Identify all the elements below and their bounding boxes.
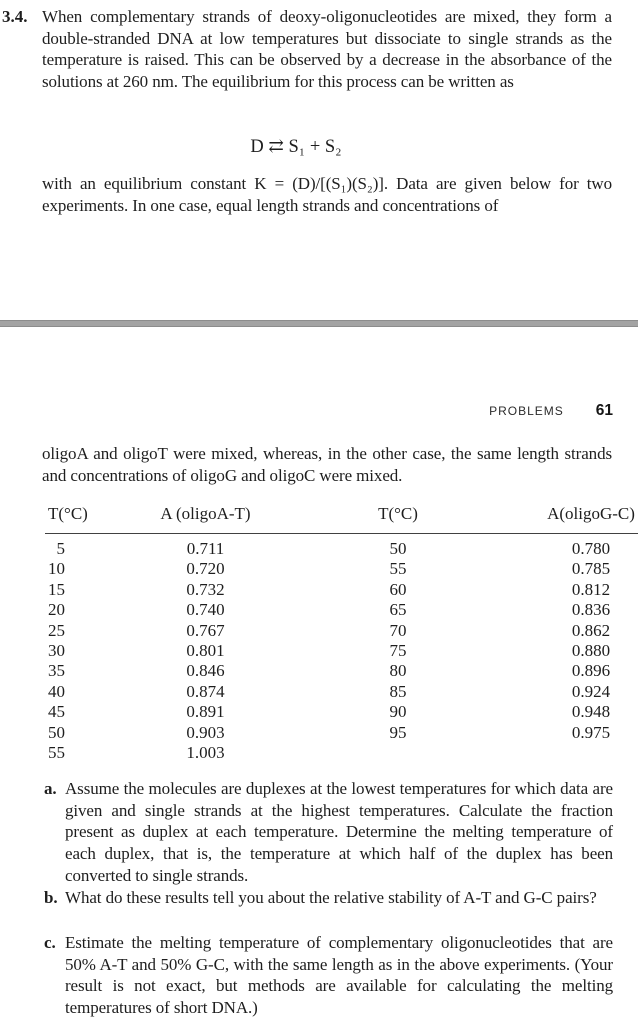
problem-paragraph-3: oligoA and oligoT were mixed, whereas, in the other case, the same length strands and concentrations of oligoG and oligoC were mixed. bbox=[42, 444, 612, 485]
table-cell: 40 bbox=[48, 681, 65, 701]
running-header-title: PROBLEMS bbox=[489, 404, 564, 418]
table-cell: 85 bbox=[389, 681, 407, 701]
table-cell: 20 bbox=[48, 600, 65, 620]
table-cell: 0.836 bbox=[571, 600, 611, 620]
table-cell: 30 bbox=[48, 641, 65, 661]
table-row bbox=[45, 559, 638, 579]
table-cell: 1.003 bbox=[186, 743, 225, 763]
table-cell: 0.975 bbox=[571, 722, 611, 742]
table-cell bbox=[473, 743, 638, 763]
equilibrium-equation: D ⇄ S₁ + S₂ bbox=[250, 137, 342, 157]
table-cell: 95 bbox=[389, 722, 407, 742]
table-cell: 0.924 bbox=[571, 681, 611, 701]
table-row bbox=[45, 534, 638, 560]
page-break-divider bbox=[0, 320, 638, 327]
table-header-row bbox=[45, 503, 638, 534]
data-table-body bbox=[45, 534, 638, 764]
problem-paragraph-1: When complementary strands of deoxy-oligonucleotides are mixed, they form a double-stranded DNA at low temperatures but dissociate to single strands as the temperature is raised. This can be observed by a decrease in the absorbance of the solutions at 260 nm. The equilibrium for this process can be written as bbox=[42, 7, 612, 92]
table-cell: 0.785 bbox=[571, 559, 611, 579]
table-cell: 0.732 bbox=[186, 579, 225, 599]
table-cell: 90 bbox=[389, 702, 407, 722]
table-cell: 65 bbox=[389, 600, 407, 620]
table-cell: 0.846 bbox=[186, 661, 225, 681]
table-cell: 45 bbox=[48, 702, 65, 722]
running-header bbox=[489, 402, 613, 420]
table-cell: 0.874 bbox=[186, 681, 225, 701]
table-cell: 0.891 bbox=[186, 702, 225, 722]
table-row bbox=[45, 702, 638, 722]
table-cell: 80 bbox=[389, 661, 407, 681]
table-cell: 25 bbox=[48, 620, 65, 640]
table-cell: 50 bbox=[48, 722, 65, 742]
question-label-a: a. bbox=[44, 779, 57, 798]
table-row bbox=[45, 682, 638, 702]
table-row bbox=[45, 723, 638, 743]
table-cell: 0.812 bbox=[571, 579, 611, 599]
table-cell: 55 bbox=[48, 743, 65, 763]
problem-number: 3.4. bbox=[2, 7, 28, 26]
table-cell: 75 bbox=[389, 641, 407, 661]
table-row bbox=[45, 743, 638, 763]
question-text-a: Assume the molecules are duplexes at the lowest temperatures for which data are given and single strands at the highest temperatures. Calculate the fraction present as duplex at each temperature. Determine the melting temperature of each duplex, that is, the temperature at which half of the duplex has been converted to single strands. bbox=[65, 779, 613, 885]
table-cell: 0.780 bbox=[571, 539, 611, 558]
question-text-b: What do these results tell you about the relative stability of A-T and G-C pairs? bbox=[65, 888, 597, 907]
absorbance-data-table bbox=[45, 503, 638, 763]
table-cell: 0.903 bbox=[186, 722, 225, 742]
table-row bbox=[45, 600, 638, 620]
table-cell: 0.896 bbox=[571, 661, 611, 681]
table-cell: 0.740 bbox=[186, 600, 225, 620]
table-cell: 50 bbox=[389, 539, 407, 558]
question-item-b bbox=[44, 887, 613, 909]
table-cell: 15 bbox=[48, 579, 65, 599]
question-item-a bbox=[44, 778, 613, 887]
table-header-temp-gc: T(°C) bbox=[323, 503, 473, 534]
question-label-c: c. bbox=[44, 933, 56, 952]
table-cell: 60 bbox=[389, 579, 407, 599]
table-row bbox=[45, 641, 638, 661]
table-cell: 0.767 bbox=[186, 620, 225, 640]
table-row bbox=[45, 621, 638, 641]
table-cell: 0.801 bbox=[186, 641, 225, 661]
table-header-absorbance-gc: A(oligoG-C) bbox=[473, 503, 638, 534]
question-item-c bbox=[44, 932, 613, 1019]
table-cell: 0.880 bbox=[571, 641, 611, 661]
table-cell bbox=[323, 743, 473, 763]
table-cell: 0.862 bbox=[571, 620, 611, 640]
table-header-temp-at: T(°C) bbox=[45, 503, 88, 534]
question-label-b: b. bbox=[44, 888, 58, 907]
table-cell: 70 bbox=[389, 620, 407, 640]
question-text-c: Estimate the melting temperature of complementary oligonucleotides that are 50% A-T and 50% G-C, with the same length as in the above experiments. (Your result is not exact, but methods are available for calculating the melting temperatures of short DNA.) bbox=[65, 933, 613, 1018]
table-cell: 0.711 bbox=[186, 539, 225, 558]
page-number: 61 bbox=[595, 402, 613, 419]
table-header-absorbance-at: A (oligoA-T) bbox=[88, 503, 323, 534]
table-row bbox=[45, 661, 638, 681]
table-cell: 55 bbox=[389, 559, 407, 579]
table-cell: 0.720 bbox=[186, 559, 225, 579]
table-row bbox=[45, 580, 638, 600]
problem-paragraph-2: with an equilibrium constant K = (D)/[(S₁)(S₂)]. Data are given below for two experiments. In one case, equal length strands and concentrations of bbox=[42, 174, 612, 215]
table-cell: 5 bbox=[56, 539, 65, 558]
table-cell: 35 bbox=[48, 661, 65, 681]
table-cell: 10 bbox=[48, 559, 65, 579]
table-cell: 0.948 bbox=[571, 702, 611, 722]
